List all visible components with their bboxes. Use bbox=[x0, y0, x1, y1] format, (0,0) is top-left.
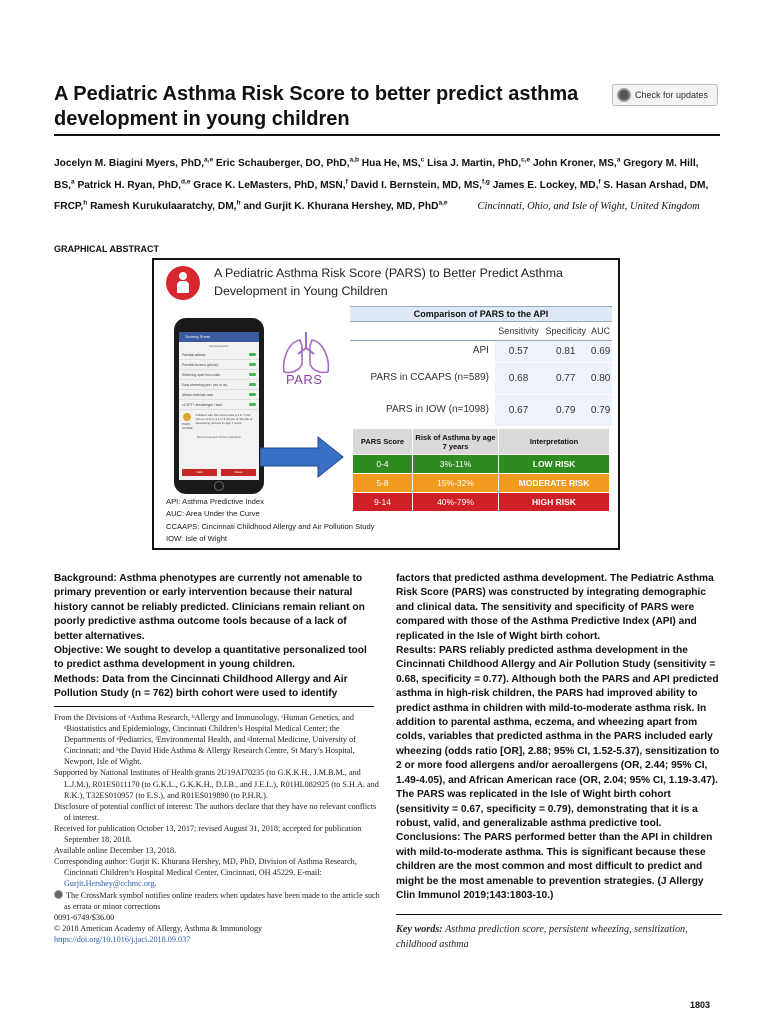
author-6 bbox=[75, 180, 191, 191]
phone-calc-button: Calc bbox=[182, 469, 217, 476]
crossmark-note bbox=[54, 890, 380, 912]
comparison-header: AUC bbox=[589, 322, 612, 340]
legend-entry: CCAAPS: Cincinnati Childhood Allergy and Air Pollution Study bbox=[166, 521, 375, 531]
phone-row-label: Wheezing apart from colds bbox=[182, 372, 220, 377]
legend-entry: API: Asthma Predictive Index bbox=[166, 497, 264, 506]
risk-percent: 15%-32% bbox=[413, 474, 499, 493]
abstract-paragraph: Background: Asthma phenotypes are currently not amenable to primary prevention or early intervention because their natural history cannot be reliably predicted. Clinicians remain reliant on poorly predictive asthma outcome tools because of a lack of better alternatives. bbox=[54, 573, 365, 642]
comparison-specificity: 0.77 bbox=[542, 362, 589, 394]
graphical-abstract bbox=[152, 258, 620, 550]
keywords-rule bbox=[396, 914, 722, 915]
score-coin-icon bbox=[183, 413, 191, 421]
author-name: Hua He, MS, bbox=[358, 158, 421, 170]
risk-percent: 40%-79% bbox=[413, 493, 499, 512]
toggle-icon bbox=[249, 393, 256, 396]
risk-percent: 3%-11% bbox=[413, 455, 499, 474]
author-name: and Gurjit K. Khurana Hershey, MD, PhD bbox=[240, 201, 439, 213]
phone-home-button bbox=[214, 481, 224, 491]
author-name: Eric Schauberger, DO, PhD, bbox=[213, 158, 350, 170]
phone-row-label: ≥2 SPT+ aeroallergen / food bbox=[182, 402, 222, 407]
corresponding-note: Corresponding author: Gurjit K. Khurana Hershey, MD, PhD, Division of Asthma Research, Cincinnati Children’s Hospital Medical Center, Cincinnati, OH 45229. E-mail: Gurjit.Hershey@cchmc.org. bbox=[54, 857, 357, 889]
author-location: Cincinnati, Ohio, and Isle of Wight, United Kingdom bbox=[477, 201, 700, 213]
author-name: S. Hasan Arshad, DM, FRCP, bbox=[54, 179, 709, 213]
author-affiliation-marks: h bbox=[83, 199, 88, 207]
phone-row-label: Parental eczema (yes/no) bbox=[182, 362, 219, 367]
legend-entry: IOW: Isle of Wight bbox=[166, 534, 228, 544]
phone-row bbox=[179, 390, 259, 400]
phone-screen-header: Scoring Sheet bbox=[179, 332, 259, 342]
comparison-header: Specificity bbox=[542, 322, 589, 340]
keywords bbox=[396, 922, 722, 952]
author-name: James E. Lockey, MD, bbox=[489, 179, 599, 191]
legend-entry: AUC: Area Under the Curve bbox=[166, 509, 260, 519]
abbreviation-legend bbox=[166, 496, 375, 546]
phone-row-label: Early wheezing (yes / yes or no) bbox=[182, 382, 228, 387]
toggle-icon bbox=[249, 373, 256, 376]
comparison-header bbox=[350, 322, 495, 340]
pars-logo: PARS bbox=[286, 372, 323, 387]
comparison-specificity: 0.79 bbox=[542, 394, 589, 426]
smartphone-illustration bbox=[174, 318, 264, 494]
toggle-icon bbox=[249, 363, 256, 366]
comparison-specificity: 0.81 bbox=[542, 340, 589, 362]
comparison-title: Comparison of PARS to the API bbox=[350, 306, 612, 322]
risk-header: Risk of Asthma by age 7 years bbox=[413, 429, 499, 455]
crossmark-note-text: The CrossMark symbol notifies online readers when updates have been made to the article such as errata or minor corrections bbox=[64, 890, 380, 911]
title-rule bbox=[54, 134, 720, 136]
risk-row-low bbox=[353, 455, 610, 474]
author-3 bbox=[424, 158, 530, 169]
risk-table bbox=[352, 428, 610, 512]
abstract-paragraph: Objective: We sought to develop a quantitative personalized tool to predict asthma development in young children. bbox=[54, 645, 367, 671]
comparison-sensitivity: 0.68 bbox=[495, 362, 542, 394]
check-for-updates-label: Check for updates bbox=[635, 90, 709, 100]
author-affiliation-marks: h bbox=[236, 199, 241, 207]
risk-header: Interpretation bbox=[499, 429, 610, 455]
risk-interpretation: LOW RISK bbox=[499, 455, 610, 474]
phone-result bbox=[179, 410, 259, 433]
comparison-row bbox=[350, 394, 612, 426]
keywords-text: Asthma prediction score, persistent wheezing, sensitization, childhood asthma bbox=[396, 924, 688, 950]
author-name: Gregory M. Hill, BS, bbox=[54, 158, 699, 191]
author-affiliation-marks: a bbox=[70, 178, 75, 186]
check-for-updates-button[interactable] bbox=[612, 84, 718, 106]
comparison-row bbox=[350, 362, 612, 394]
author-affiliation-marks: c,e bbox=[521, 157, 531, 164]
author-7 bbox=[190, 180, 347, 191]
author-8 bbox=[345, 178, 490, 191]
article-title: A Pediatric Asthma Risk Score to better predict asthma development in young children bbox=[54, 83, 579, 130]
author-name: David I. Bernstein, MD, MS, bbox=[347, 179, 482, 191]
author-2 bbox=[359, 158, 424, 169]
author-list bbox=[54, 152, 720, 216]
author-affiliation-marks: f bbox=[598, 178, 601, 186]
author-1 bbox=[213, 158, 359, 169]
risk-row-high bbox=[353, 493, 610, 512]
phone-row-label: African American race bbox=[182, 392, 214, 397]
phone-screen-subheader: Demographics bbox=[209, 344, 229, 348]
received-note: Received for publication October 13, 2017; revised August 31, 2018; accepted for publication September 18, 2018. bbox=[54, 823, 362, 845]
crossmark-small-icon bbox=[54, 890, 63, 899]
graphical-abstract-title: A Pediatric Asthma Risk Score (PARS) to Better Predict Asthma Development in Young Children bbox=[214, 266, 563, 298]
footnotes bbox=[54, 712, 380, 945]
available-note: Available online December 13, 2018. bbox=[54, 846, 177, 856]
author-name: Ramesh Kurukulaaratchy, DM, bbox=[87, 201, 237, 213]
author-affiliation-marks: c bbox=[420, 157, 425, 164]
risk-score: 9-14 bbox=[353, 493, 413, 512]
author-affiliation-marks: a,e bbox=[204, 157, 214, 164]
phone-row bbox=[179, 350, 259, 360]
doi-link[interactable]: https://doi.org/10.1016/j.jaci.2018.09.037 bbox=[54, 934, 191, 944]
author-9 bbox=[490, 180, 601, 191]
disclosure-note: Disclosure of potential conflict of interest: The authors declare that they have no relevant conflicts of interest. bbox=[54, 801, 377, 822]
abstract-paragraph: factors that predicted asthma development. The Pediatric Asthma Risk Score (PARS) was constructed by integrating demographic and clinical data. The sensitivity and specificity of PARS were compared with those of the Asthma Predictive Index (API) and replicated in the Isle of Wight birth cohort. bbox=[396, 573, 714, 642]
page-number: 1803 bbox=[690, 1000, 711, 1010]
child-person-icon bbox=[166, 266, 200, 300]
abstract-right-column bbox=[396, 572, 722, 903]
author-name: Patrick H. Ryan, PhD, bbox=[74, 179, 182, 191]
phone-row bbox=[179, 370, 259, 380]
phone-row bbox=[179, 400, 259, 410]
abstract-paragraph: Results: PARS reliably predicted asthma development in the Cincinnati Childhood Allergy and Air Pollution Study (sensitivity = 0.68, specificity = 0.77). Although both the PARS and API predicted asthma in high-risk children, the PARS had improved ability to predict asthma in children with mild-to-moderate asthma risk. In addition to parental asthma, eczema, and wheezing apart from colds, variables that predicted asthma in the PARS included early wheezing (odds ratio [OR], 2.88; 95% CI, 1.52-5.37), sensitization to 2 or more food allergens and/or aeroallergens (OR, 2.44; 95% CI, 1.49-4.05), and African American race (OR, 2.04; 95% CI, 1.19-3.47). The PARS was replicated in the Isle of Wight birth cohort (sensitivity = 0.67, specificity = 0.79), demonstrating that it is a robust, valid, and generalizable asthma predictive tool. bbox=[396, 645, 720, 829]
author-name: Jocelyn M. Biagini Myers, PhD, bbox=[54, 158, 205, 170]
risk-score: 5-8 bbox=[353, 474, 413, 493]
phone-row bbox=[179, 360, 259, 370]
author-name: Grace K. LeMasters, PhD, MSN, bbox=[190, 179, 346, 191]
funding-note: Supported by National Institutes of Health grants 2U19AI70235 (to G.K.K.H., J.M.B.M., and L.J.M.), R01ES011170 (to G.K.L., G.K.K.H., D.I.B., and J.E.L.), R01HL082925 (to S.H.A. and R.K.), T32ES010957 (to E.S.), and R01ES019890 (to P.H.R.). bbox=[54, 768, 379, 800]
author-affiliation-marks: d,e bbox=[181, 178, 191, 186]
footnote-rule bbox=[54, 706, 374, 707]
phone-result-text: Children with this score have a 1 in 7 risk (Score of 9) to a 1 in 3 (Score of 14) risk of developing asthma by age 7 years bbox=[195, 413, 253, 425]
author-affiliation-marks: a bbox=[616, 157, 621, 164]
author-11 bbox=[87, 201, 240, 212]
author-name: Lisa J. Martin, PhD, bbox=[424, 158, 522, 170]
comparison-table bbox=[350, 306, 612, 427]
toggle-icon bbox=[249, 383, 256, 386]
author-email-link[interactable]: Gurjit.Hershey@cchmc.org bbox=[64, 879, 155, 889]
phone-note: Recommended further evaluation bbox=[196, 435, 242, 439]
comparison-sensitivity: 0.67 bbox=[495, 394, 542, 426]
author-affiliation-marks: f bbox=[345, 178, 348, 186]
risk-row-moderate bbox=[353, 474, 610, 493]
risk-interpretation: MODERATE RISK bbox=[499, 474, 610, 493]
author-12 bbox=[241, 201, 448, 212]
risk-score: 0-4 bbox=[353, 455, 413, 474]
graphical-abstract-label: GRAPHICAL ABSTRACT bbox=[54, 244, 159, 254]
phone-row bbox=[179, 380, 259, 390]
abstract-left-column bbox=[54, 572, 374, 702]
lungs-icon bbox=[280, 330, 332, 378]
comparison-sensitivity: 0.57 bbox=[495, 340, 542, 362]
toggle-icon bbox=[249, 403, 256, 406]
keywords-label: Key words: bbox=[396, 924, 443, 935]
phone-reset-button: Reset bbox=[221, 469, 256, 476]
risk-header: PARS Score bbox=[353, 429, 413, 455]
toggle-icon bbox=[249, 353, 256, 356]
comparison-row-label: PARS in IOW (n=1098) bbox=[350, 394, 495, 426]
comparison-row-label: API bbox=[350, 340, 495, 362]
comparison-auc: 0.69 bbox=[589, 340, 612, 362]
issn: 0091-6749/$36.00 bbox=[54, 912, 115, 922]
author-affiliation-marks: a,b bbox=[349, 157, 359, 164]
comparison-auc: 0.80 bbox=[589, 362, 612, 394]
phone-result-label: PARS SCORE bbox=[182, 422, 193, 430]
author-name: John Kroner, MS, bbox=[530, 158, 617, 170]
crossmark-icon bbox=[617, 88, 631, 102]
comparison-auc: 0.79 bbox=[589, 394, 612, 426]
comparison-row-label: PARS in CCAAPS (n=589) bbox=[350, 362, 495, 394]
copyright: © 2018 American Academy of Allergy, Asthma & Immunology bbox=[54, 923, 263, 933]
abstract-paragraph: Methods: Data from the Cincinnati Childhood Allergy and Air Pollution Study (n = 762) birth cohort were used to identify bbox=[54, 673, 348, 700]
author-affiliation-marks: f,g bbox=[481, 178, 490, 186]
comparison-row bbox=[350, 340, 612, 362]
comparison-header: Sensitivity bbox=[495, 322, 542, 340]
author-4 bbox=[530, 158, 620, 169]
abstract-paragraph: Conclusions: The PARS performed better than the API in children with mild-to-moderate asthma. This is significant because these children are the most common and most difficult to predict and might be the most amenable to prevention strategies. (J Allergy Clin Immunol 2019;143:1803-10.) bbox=[396, 832, 713, 901]
author-affiliation-marks: a,e bbox=[438, 199, 448, 207]
phone-row-label: Parental asthma bbox=[182, 352, 206, 357]
corresponding-text: Corresponding author: Gurjit K. Khurana Hershey, MD, PhD, Division of Asthma Research, Cincinnati Children’s Hospital Medical Center, Cincinnati, OH 45229. E-mail: bbox=[54, 857, 357, 878]
phone-screen bbox=[179, 332, 259, 480]
right-arrow-icon bbox=[260, 435, 344, 479]
risk-interpretation: HIGH RISK bbox=[499, 493, 610, 512]
affiliations-note: From the Divisions of ᵃAsthma Research, ᵇAllergy and Immunology, ᶜHuman Genetics, and ᵈBiostatistics and Epidemiology, Cincinnati Children’s Hospital Medical Center; the Departments of ᵉPediatrics, ᶠEnvironmental Health, and ᵍInternal Medicine, University of Cincinnati; and ʰthe David Hide Asthma & Allergy Research Centre, St Mary’s Hospital, Newport, Isle of Wight. bbox=[54, 713, 356, 767]
author-0 bbox=[54, 158, 213, 169]
